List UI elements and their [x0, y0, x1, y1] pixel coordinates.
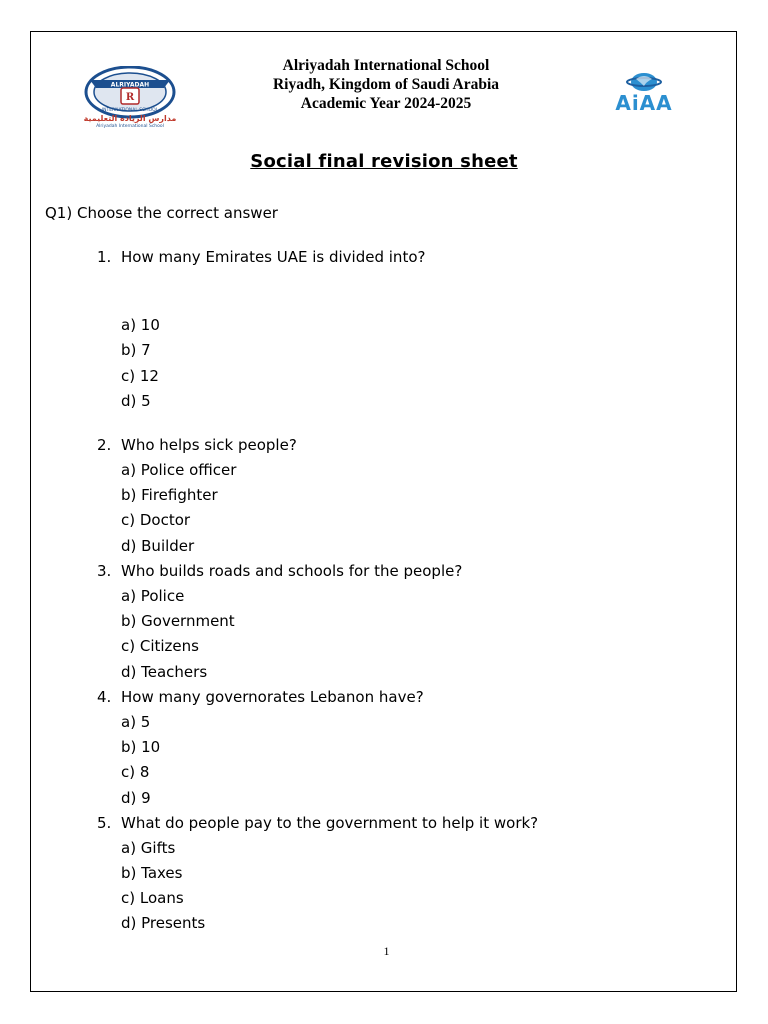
option: b) 7	[121, 341, 151, 359]
logo-ring-text: INTERNATIONAL SCHOOL	[101, 108, 159, 113]
school-name: Alriyadah International School	[282, 57, 490, 74]
logo-banner-text: ALRIYADAH	[110, 81, 150, 89]
question-number: 4.	[97, 688, 112, 706]
option: a) 10	[121, 316, 160, 334]
option: d) Builder	[121, 537, 195, 555]
academic-year: Academic Year 2024-2025	[300, 95, 472, 112]
option: d) 5	[121, 392, 151, 410]
document-title: Social final revision sheet	[250, 151, 518, 172]
option: c) Doctor	[121, 511, 191, 529]
option: a) Police	[121, 587, 185, 605]
question-text: Who helps sick people?	[121, 436, 297, 454]
question-5	[97, 814, 538, 832]
logo-emblem-letter: R	[125, 92, 135, 103]
option: c) 12	[121, 367, 159, 385]
school-header	[210, 56, 562, 113]
question-number: 1.	[97, 248, 112, 266]
option: c) 8	[121, 763, 150, 781]
question-number: 5.	[97, 814, 112, 832]
question-text: How many governorates Lebanon have?	[121, 688, 424, 706]
section-title: Q1) Choose the correct answer	[45, 204, 278, 222]
question-number: 2.	[97, 436, 112, 454]
question-1	[97, 248, 425, 266]
school-logo	[60, 66, 200, 128]
question-2	[97, 436, 297, 454]
option: c) Citizens	[121, 637, 199, 655]
option: b) Firefighter	[121, 486, 218, 504]
aiaa-logo-text: AiAA	[615, 91, 673, 114]
option: c) Loans	[121, 889, 184, 907]
option: a) 5	[121, 713, 151, 731]
question-number: 3.	[97, 562, 112, 580]
option: b) Government	[121, 612, 235, 630]
option: b) Taxes	[121, 864, 183, 882]
option: d) 9	[121, 789, 151, 807]
option: a) Police officer	[121, 461, 237, 479]
option: d) Presents	[121, 914, 206, 932]
option: b) 10	[121, 738, 161, 756]
option: a) Gifts	[121, 839, 176, 857]
school-location: Riyadh, Kingdom of Saudi Arabia	[272, 76, 500, 93]
aiaa-logo	[600, 70, 688, 114]
logo-english-caption: Alriyadah International School	[96, 124, 164, 128]
question-text: How many Emirates UAE is divided into?	[121, 248, 426, 266]
page-number: 1	[383, 944, 390, 958]
question-4	[97, 688, 424, 706]
question-3	[97, 562, 462, 580]
option: d) Teachers	[121, 663, 208, 681]
logo-arabic-name: مدارس الرياده التعليمية	[83, 114, 177, 123]
question-text: Who builds roads and schools for the people?	[121, 562, 463, 580]
question-text: What do people pay to the government to help it work?	[121, 814, 539, 832]
